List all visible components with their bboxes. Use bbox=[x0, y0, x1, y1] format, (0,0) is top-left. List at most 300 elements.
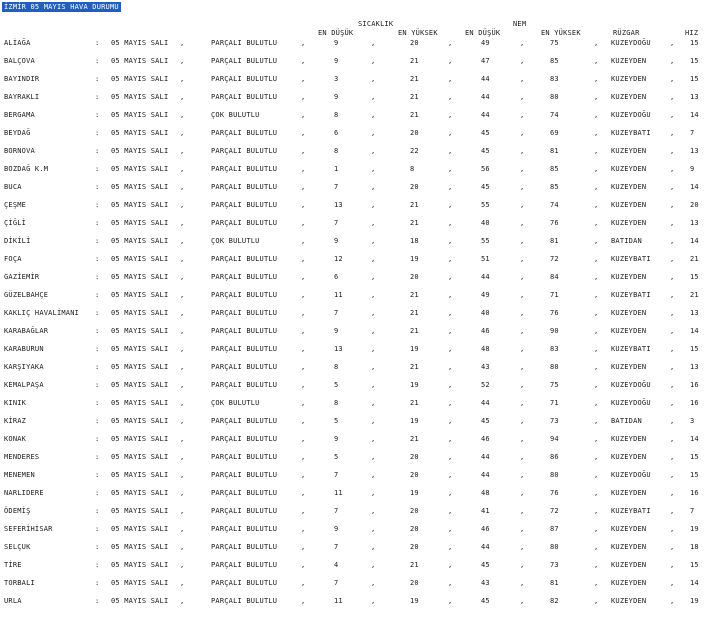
district-name: ALİAĞA bbox=[4, 39, 31, 47]
colon-separator: : bbox=[95, 147, 100, 155]
comma-separator: , bbox=[520, 273, 525, 281]
colon-separator: : bbox=[95, 273, 100, 281]
comma-separator: , bbox=[301, 39, 306, 47]
comma-separator: , bbox=[520, 381, 525, 389]
comma-separator: , bbox=[594, 237, 599, 245]
colon-separator: : bbox=[95, 453, 100, 461]
comma-separator: , bbox=[448, 597, 453, 605]
sky-condition: PARÇALI BULUTLU bbox=[211, 255, 278, 263]
humidity-min-value: 44 bbox=[481, 273, 490, 281]
wind-direction: KUZEYDEN bbox=[611, 183, 647, 191]
comma-separator: , bbox=[180, 111, 185, 119]
comma-separator: , bbox=[594, 255, 599, 263]
comma-separator: , bbox=[301, 417, 306, 425]
comma-separator: , bbox=[594, 183, 599, 191]
comma-separator: , bbox=[371, 525, 376, 533]
colon-separator: : bbox=[95, 129, 100, 137]
temp-max-value: 20 bbox=[410, 183, 419, 191]
comma-separator: , bbox=[180, 597, 185, 605]
sky-condition: PARÇALI BULUTLU bbox=[211, 75, 278, 83]
comma-separator: , bbox=[448, 327, 453, 335]
forecast-date: 05 MAYIS SALI bbox=[111, 219, 169, 227]
comma-separator: , bbox=[594, 309, 599, 317]
table-row bbox=[0, 488, 717, 506]
comma-separator: , bbox=[301, 579, 306, 587]
temp-min-value: 13 bbox=[334, 345, 343, 353]
comma-separator: , bbox=[670, 129, 675, 137]
comma-separator: , bbox=[448, 57, 453, 65]
wind-direction: KUZEYDEN bbox=[611, 93, 647, 101]
district-name: TİRE bbox=[4, 561, 22, 569]
comma-separator: , bbox=[371, 93, 376, 101]
humidity-min-value: 49 bbox=[481, 291, 490, 299]
humidity-max-value: 86 bbox=[550, 453, 559, 461]
temp-max-value: 21 bbox=[410, 399, 419, 407]
temp-min-value: 7 bbox=[334, 183, 339, 191]
sky-condition: PARÇALI BULUTLU bbox=[211, 417, 278, 425]
comma-separator: , bbox=[670, 255, 675, 263]
comma-separator: , bbox=[670, 273, 675, 281]
sky-condition: PARÇALI BULUTLU bbox=[211, 345, 278, 353]
wind-direction: BATIDAN bbox=[611, 237, 642, 245]
comma-separator: , bbox=[594, 363, 599, 371]
table-row bbox=[0, 236, 717, 254]
comma-separator: , bbox=[520, 165, 525, 173]
comma-separator: , bbox=[448, 129, 453, 137]
comma-separator: , bbox=[520, 399, 525, 407]
sky-condition: ÇOK BULUTLU bbox=[211, 399, 260, 407]
comma-separator: , bbox=[520, 93, 525, 101]
sky-condition: PARÇALI BULUTLU bbox=[211, 363, 278, 371]
comma-separator: , bbox=[448, 309, 453, 317]
temp-max-value: 19 bbox=[410, 345, 419, 353]
humidity-min-value: 46 bbox=[481, 525, 490, 533]
forecast-date: 05 MAYIS SALI bbox=[111, 255, 169, 263]
humidity-min-value: 43 bbox=[481, 363, 490, 371]
temp-max-value: 20 bbox=[410, 453, 419, 461]
temp-min-value: 5 bbox=[334, 417, 339, 425]
table-row bbox=[0, 416, 717, 434]
wind-direction: KUZEYDEN bbox=[611, 453, 647, 461]
colon-separator: : bbox=[95, 75, 100, 83]
forecast-date: 05 MAYIS SALI bbox=[111, 39, 169, 47]
temp-min-value: 11 bbox=[334, 291, 343, 299]
humidity-min-value: 45 bbox=[481, 417, 490, 425]
temp-max-value: 8 bbox=[410, 165, 415, 173]
colon-separator: : bbox=[95, 93, 100, 101]
district-name: KARABURUN bbox=[4, 345, 44, 353]
comma-separator: , bbox=[371, 75, 376, 83]
humidity-min-value: 46 bbox=[481, 435, 490, 443]
comma-separator: , bbox=[670, 93, 675, 101]
table-row bbox=[0, 182, 717, 200]
district-name: SELÇUK bbox=[4, 543, 31, 551]
sky-condition: PARÇALI BULUTLU bbox=[211, 543, 278, 551]
forecast-date: 05 MAYIS SALI bbox=[111, 237, 169, 245]
temp-min-value: 5 bbox=[334, 381, 339, 389]
table-row bbox=[0, 92, 717, 110]
comma-separator: , bbox=[371, 471, 376, 479]
table-row bbox=[0, 254, 717, 272]
sky-condition: ÇOK BULUTLU bbox=[211, 237, 260, 245]
comma-separator: , bbox=[180, 183, 185, 191]
wind-direction: KUZEYDEN bbox=[611, 561, 647, 569]
colon-separator: : bbox=[95, 543, 100, 551]
humidity-max-value: 69 bbox=[550, 129, 559, 137]
comma-separator: , bbox=[670, 363, 675, 371]
humidity-min-value: 49 bbox=[481, 39, 490, 47]
comma-separator: , bbox=[301, 219, 306, 227]
comma-separator: , bbox=[301, 471, 306, 479]
humidity-min-value: 45 bbox=[481, 147, 490, 155]
comma-separator: , bbox=[448, 471, 453, 479]
comma-separator: , bbox=[371, 291, 376, 299]
district-name: ÖDEMİŞ bbox=[4, 507, 31, 515]
comma-separator: , bbox=[180, 327, 185, 335]
header-sicaklik: SICAKLIK bbox=[358, 20, 394, 28]
wind-direction: KUZEYBATI bbox=[611, 507, 651, 515]
comma-separator: , bbox=[594, 489, 599, 497]
humidity-max-value: 71 bbox=[550, 291, 559, 299]
comma-separator: , bbox=[180, 363, 185, 371]
table-row bbox=[0, 362, 717, 380]
colon-separator: : bbox=[95, 345, 100, 353]
comma-separator: , bbox=[371, 453, 376, 461]
district-name: BAYRAKLI bbox=[4, 93, 40, 101]
wind-direction: KUZEYDEN bbox=[611, 219, 647, 227]
comma-separator: , bbox=[448, 39, 453, 47]
table-row bbox=[0, 74, 717, 92]
comma-separator: , bbox=[594, 543, 599, 551]
temp-max-value: 21 bbox=[410, 435, 419, 443]
colon-separator: : bbox=[95, 111, 100, 119]
comma-separator: , bbox=[594, 111, 599, 119]
comma-separator: , bbox=[180, 543, 185, 551]
comma-separator: , bbox=[301, 399, 306, 407]
comma-separator: , bbox=[670, 291, 675, 299]
wind-direction: KUZEYDEN bbox=[611, 597, 647, 605]
comma-separator: , bbox=[371, 165, 376, 173]
temp-min-value: 6 bbox=[334, 273, 339, 281]
wind-direction: KUZEYDOĞU bbox=[611, 111, 651, 119]
wind-speed-value: 14 bbox=[690, 435, 699, 443]
comma-separator: , bbox=[448, 237, 453, 245]
temp-max-value: 21 bbox=[410, 201, 419, 209]
table-row bbox=[0, 38, 717, 56]
sky-condition: PARÇALI BULUTLU bbox=[211, 309, 278, 317]
humidity-max-value: 72 bbox=[550, 507, 559, 515]
temp-max-value: 20 bbox=[410, 525, 419, 533]
comma-separator: , bbox=[594, 39, 599, 47]
comma-separator: , bbox=[448, 507, 453, 515]
comma-separator: , bbox=[371, 399, 376, 407]
forecast-date: 05 MAYIS SALI bbox=[111, 183, 169, 191]
forecast-date: 05 MAYIS SALI bbox=[111, 363, 169, 371]
district-name: BORNOVA bbox=[4, 147, 35, 155]
comma-separator: , bbox=[301, 597, 306, 605]
comma-separator: , bbox=[520, 471, 525, 479]
comma-separator: , bbox=[301, 363, 306, 371]
wind-direction: KUZEYBATI bbox=[611, 291, 651, 299]
comma-separator: , bbox=[670, 183, 675, 191]
temp-min-value: 5 bbox=[334, 453, 339, 461]
comma-separator: , bbox=[180, 399, 185, 407]
temp-min-value: 9 bbox=[334, 237, 339, 245]
sky-condition: PARÇALI BULUTLU bbox=[211, 489, 278, 497]
humidity-min-value: 43 bbox=[481, 579, 490, 587]
comma-separator: , bbox=[180, 381, 185, 389]
comma-separator: , bbox=[180, 291, 185, 299]
comma-separator: , bbox=[594, 93, 599, 101]
comma-separator: , bbox=[670, 579, 675, 587]
temp-min-value: 8 bbox=[334, 147, 339, 155]
table-row bbox=[0, 542, 717, 560]
colon-separator: : bbox=[95, 579, 100, 587]
sky-condition: PARÇALI BULUTLU bbox=[211, 219, 278, 227]
wind-speed-value: 15 bbox=[690, 561, 699, 569]
wind-speed-value: 16 bbox=[690, 489, 699, 497]
comma-separator: , bbox=[180, 489, 185, 497]
sky-condition: PARÇALI BULUTLU bbox=[211, 147, 278, 155]
comma-separator: , bbox=[301, 525, 306, 533]
wind-speed-value: 13 bbox=[690, 93, 699, 101]
comma-separator: , bbox=[520, 57, 525, 65]
header-wind: RÜZGAR bbox=[613, 29, 640, 37]
humidity-max-value: 87 bbox=[550, 525, 559, 533]
header-humidity-max: EN YÜKSEK bbox=[541, 29, 581, 37]
comma-separator: , bbox=[448, 417, 453, 425]
temp-min-value: 4 bbox=[334, 561, 339, 569]
comma-separator: , bbox=[371, 111, 376, 119]
temp-min-value: 9 bbox=[334, 39, 339, 47]
humidity-min-value: 40 bbox=[481, 309, 490, 317]
sky-condition: PARÇALI BULUTLU bbox=[211, 597, 278, 605]
forecast-date: 05 MAYIS SALI bbox=[111, 381, 169, 389]
comma-separator: , bbox=[520, 291, 525, 299]
colon-separator: : bbox=[95, 471, 100, 479]
wind-direction: KUZEYBATI bbox=[611, 129, 651, 137]
wind-direction: KUZEYDEN bbox=[611, 165, 647, 173]
wind-speed-value: 21 bbox=[690, 291, 699, 299]
table-row bbox=[0, 344, 717, 362]
table-row bbox=[0, 524, 717, 542]
colon-separator: : bbox=[95, 219, 100, 227]
humidity-min-value: 44 bbox=[481, 93, 490, 101]
temp-max-value: 21 bbox=[410, 309, 419, 317]
colon-separator: : bbox=[95, 309, 100, 317]
comma-separator: , bbox=[301, 201, 306, 209]
district-name: KİRAZ bbox=[4, 417, 27, 425]
temp-max-value: 20 bbox=[410, 39, 419, 47]
wind-speed-value: 14 bbox=[690, 111, 699, 119]
comma-separator: , bbox=[670, 435, 675, 443]
comma-separator: , bbox=[448, 543, 453, 551]
header-temp-min: EN DÜŞÜK bbox=[318, 29, 354, 37]
wind-speed-value: 16 bbox=[690, 381, 699, 389]
forecast-date: 05 MAYIS SALI bbox=[111, 417, 169, 425]
table-row bbox=[0, 56, 717, 74]
wind-direction: KUZEYDEN bbox=[611, 525, 647, 533]
table-row bbox=[0, 272, 717, 290]
humidity-max-value: 75 bbox=[550, 39, 559, 47]
comma-separator: , bbox=[448, 255, 453, 263]
humidity-max-value: 83 bbox=[550, 75, 559, 83]
wind-speed-value: 14 bbox=[690, 327, 699, 335]
header-speed: HIZ bbox=[685, 29, 699, 37]
colon-separator: : bbox=[95, 561, 100, 569]
comma-separator: , bbox=[301, 345, 306, 353]
wind-speed-value: 3 bbox=[690, 417, 695, 425]
comma-separator: , bbox=[371, 345, 376, 353]
humidity-min-value: 44 bbox=[481, 111, 490, 119]
sky-condition: PARÇALI BULUTLU bbox=[211, 93, 278, 101]
comma-separator: , bbox=[180, 273, 185, 281]
humidity-max-value: 90 bbox=[550, 327, 559, 335]
comma-separator: , bbox=[180, 255, 185, 263]
forecast-date: 05 MAYIS SALI bbox=[111, 111, 169, 119]
sky-condition: PARÇALI BULUTLU bbox=[211, 201, 278, 209]
comma-separator: , bbox=[520, 39, 525, 47]
comma-separator: , bbox=[301, 561, 306, 569]
wind-speed-value: 14 bbox=[690, 183, 699, 191]
table-row bbox=[0, 560, 717, 578]
humidity-max-value: 94 bbox=[550, 435, 559, 443]
temp-max-value: 21 bbox=[410, 561, 419, 569]
comma-separator: , bbox=[520, 147, 525, 155]
district-name: NARLIDERE bbox=[4, 489, 44, 497]
district-name: ÇİĞLİ bbox=[4, 219, 27, 227]
district-name: KEMALPAŞA bbox=[4, 381, 44, 389]
comma-separator: , bbox=[371, 363, 376, 371]
comma-separator: , bbox=[448, 111, 453, 119]
temp-max-value: 21 bbox=[410, 327, 419, 335]
colon-separator: : bbox=[95, 165, 100, 173]
comma-separator: , bbox=[594, 453, 599, 461]
sky-condition: PARÇALI BULUTLU bbox=[211, 39, 278, 47]
humidity-min-value: 55 bbox=[481, 237, 490, 245]
forecast-date: 05 MAYIS SALI bbox=[111, 273, 169, 281]
forecast-date: 05 MAYIS SALI bbox=[111, 543, 169, 551]
comma-separator: , bbox=[670, 471, 675, 479]
comma-separator: , bbox=[670, 381, 675, 389]
wind-speed-value: 19 bbox=[690, 525, 699, 533]
humidity-min-value: 48 bbox=[481, 345, 490, 353]
temp-max-value: 21 bbox=[410, 291, 419, 299]
comma-separator: , bbox=[371, 507, 376, 515]
comma-separator: , bbox=[301, 327, 306, 335]
comma-separator: , bbox=[180, 471, 185, 479]
comma-separator: , bbox=[520, 561, 525, 569]
forecast-date: 05 MAYIS SALI bbox=[111, 561, 169, 569]
comma-separator: , bbox=[670, 399, 675, 407]
wind-speed-value: 7 bbox=[690, 507, 695, 515]
district-name: KAKLIÇ HAVALİMANI bbox=[4, 309, 80, 317]
forecast-date: 05 MAYIS SALI bbox=[111, 507, 169, 515]
humidity-max-value: 75 bbox=[550, 381, 559, 389]
district-name: BALÇOVA bbox=[4, 57, 35, 65]
humidity-min-value: 45 bbox=[481, 561, 490, 569]
comma-separator: , bbox=[520, 255, 525, 263]
comma-separator: , bbox=[371, 273, 376, 281]
colon-separator: : bbox=[95, 489, 100, 497]
comma-separator: , bbox=[448, 75, 453, 83]
comma-separator: , bbox=[180, 39, 185, 47]
table-row bbox=[0, 506, 717, 524]
comma-separator: , bbox=[520, 75, 525, 83]
wind-speed-value: 13 bbox=[690, 309, 699, 317]
comma-separator: , bbox=[670, 453, 675, 461]
comma-separator: , bbox=[594, 507, 599, 515]
district-name: BERGAMA bbox=[4, 111, 35, 119]
district-name: KARABAĞLAR bbox=[4, 327, 49, 335]
district-name: BOZDAĞ K.M bbox=[4, 165, 49, 173]
comma-separator: , bbox=[180, 57, 185, 65]
temp-max-value: 20 bbox=[410, 579, 419, 587]
district-name: TORBALI bbox=[4, 579, 35, 587]
sky-condition: PARÇALI BULUTLU bbox=[211, 435, 278, 443]
table-row bbox=[0, 110, 717, 128]
comma-separator: , bbox=[520, 417, 525, 425]
comma-separator: , bbox=[594, 327, 599, 335]
forecast-date: 05 MAYIS SALI bbox=[111, 291, 169, 299]
forecast-date: 05 MAYIS SALI bbox=[111, 309, 169, 317]
comma-separator: , bbox=[371, 579, 376, 587]
comma-separator: , bbox=[371, 237, 376, 245]
sky-condition: ÇOK BULUTLU bbox=[211, 111, 260, 119]
comma-separator: , bbox=[371, 57, 376, 65]
humidity-max-value: 76 bbox=[550, 219, 559, 227]
forecast-date: 05 MAYIS SALI bbox=[111, 93, 169, 101]
wind-speed-value: 15 bbox=[690, 471, 699, 479]
humidity-max-value: 83 bbox=[550, 345, 559, 353]
temp-max-value: 19 bbox=[410, 489, 419, 497]
comma-separator: , bbox=[448, 183, 453, 191]
comma-separator: , bbox=[670, 525, 675, 533]
forecast-date: 05 MAYIS SALI bbox=[111, 525, 169, 533]
comma-separator: , bbox=[180, 525, 185, 533]
temp-min-value: 7 bbox=[334, 309, 339, 317]
comma-separator: , bbox=[520, 219, 525, 227]
comma-separator: , bbox=[301, 183, 306, 191]
humidity-min-value: 45 bbox=[481, 183, 490, 191]
district-name: KINIK bbox=[4, 399, 27, 407]
forecast-date: 05 MAYIS SALI bbox=[111, 579, 169, 587]
wind-direction: KUZEYDEN bbox=[611, 273, 647, 281]
comma-separator: , bbox=[180, 201, 185, 209]
colon-separator: : bbox=[95, 435, 100, 443]
sky-condition: PARÇALI BULUTLU bbox=[211, 291, 278, 299]
sky-condition: PARÇALI BULUTLU bbox=[211, 561, 278, 569]
temp-min-value: 3 bbox=[334, 75, 339, 83]
sky-condition: PARÇALI BULUTLU bbox=[211, 471, 278, 479]
wind-direction: KUZEYDEN bbox=[611, 543, 647, 551]
wind-direction: KUZEYBATI bbox=[611, 255, 651, 263]
temp-min-value: 11 bbox=[334, 597, 343, 605]
temp-min-value: 9 bbox=[334, 93, 339, 101]
comma-separator: , bbox=[594, 57, 599, 65]
comma-separator: , bbox=[180, 147, 185, 155]
comma-separator: , bbox=[301, 75, 306, 83]
colon-separator: : bbox=[95, 237, 100, 245]
wind-speed-value: 14 bbox=[690, 579, 699, 587]
sky-condition: PARÇALI BULUTLU bbox=[211, 129, 278, 137]
comma-separator: , bbox=[520, 435, 525, 443]
colon-separator: : bbox=[95, 183, 100, 191]
humidity-min-value: 46 bbox=[481, 327, 490, 335]
comma-separator: , bbox=[670, 111, 675, 119]
wind-speed-value: 15 bbox=[690, 345, 699, 353]
wind-speed-value: 20 bbox=[690, 201, 699, 209]
